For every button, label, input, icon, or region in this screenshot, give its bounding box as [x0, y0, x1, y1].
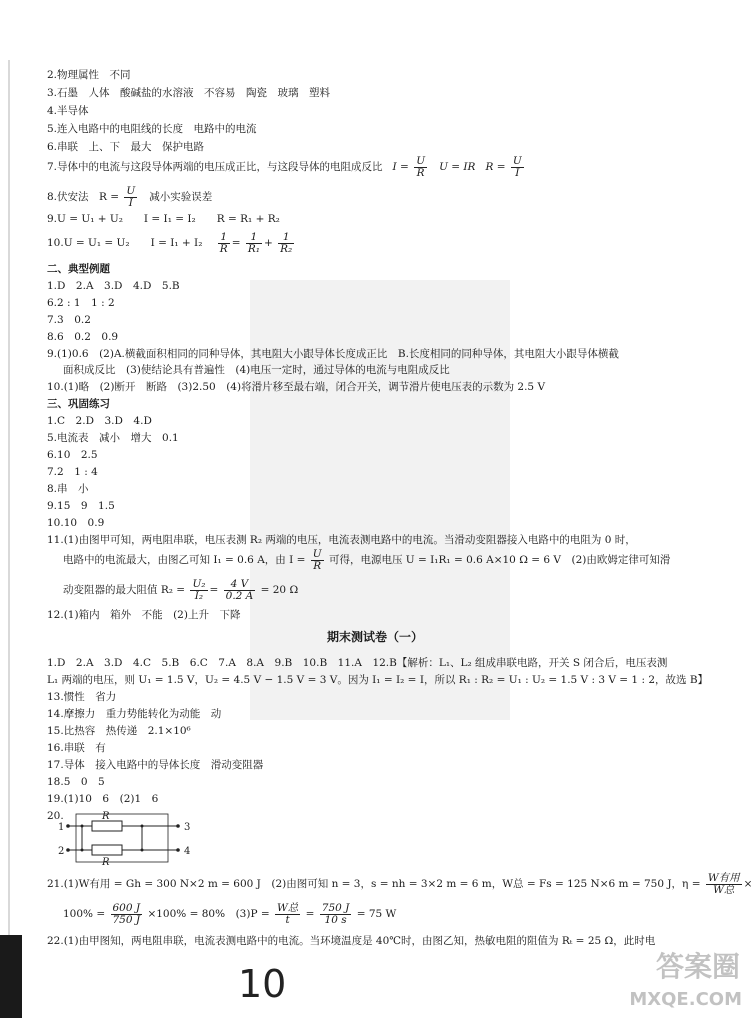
answer-6: 6.串联 上、下 最大 保护电路 [47, 141, 205, 153]
answer-5: 5.连入电路中的电阻线的长度 电路中的电流 [47, 123, 257, 135]
s3-answer-6: 6.10 2.5 [47, 449, 98, 461]
fraction: $\frac{\text{W有用}}{\text{W总}}$ [707, 871, 740, 896]
fraction: $\frac{750 J}{10 s}$ [321, 901, 350, 926]
fraction: $\frac{\text{W总}}{t}$ [276, 901, 299, 926]
site-watermark [620, 945, 750, 1018]
fraction: $\frac{1}{R}$ [219, 230, 228, 255]
answer-8 [47, 182, 212, 212]
exam-answer-13: 13.惯性 省力 [47, 691, 117, 703]
page-corner-shadow [0, 935, 22, 1018]
exam-answer-16: 16.串联 有 [47, 742, 106, 754]
exam-answer-19: 19.(1)10 6 (2)1 6 [47, 793, 159, 805]
answer-10-a: 10.U = U₁ = U₂ I = I₁ + I₂ [47, 237, 203, 249]
resistor-1-label: R [102, 811, 110, 822]
s3-answer-11a: 11.(1)由图甲可知，两电阻串联，电压表测 R₂ 两端的电压，电流表测电路中的电流。当滑动变阻器接入电路中的电阻为 0 时， [47, 534, 636, 546]
answer-7 [47, 152, 526, 182]
fraction: $\frac{\text{U₂}}{\text{I₂}}$ [192, 577, 206, 602]
fraction: $\frac{1}{\text{R₂}}$ [280, 230, 293, 255]
exam-answer-14: 14.摩擦力 重力势能转化为动能 动 [47, 708, 222, 720]
fraction: $\frac{600 J}{750 J}$ [112, 901, 141, 926]
answer-3: 3.石墨 人体 酸碱盐的水溶液 不容易 陶瓷 玻璃 塑料 [47, 87, 331, 99]
s3-11c-post: = 20 Ω [260, 584, 299, 596]
s3-11b-post: 可得，电源电压 U = I₁R₁ = 0.6 A×10 Ω = 6 V (2)由欧姆定律可知滑 [328, 554, 671, 566]
fraction: $\frac{4 V}{0.2 A}$ [225, 577, 254, 602]
s3-answer-11c: 动变阻器的最大阻值 R₂ = $\frac{\text{U₂}}{\text{I₂}}$ = $\frac{4 V}{0.2 A}$ = 20 Ω [63, 577, 299, 602]
s3-answer-12: 12.(1)箱内 箱外 不能 (2)上升 下降 [47, 609, 241, 621]
s2-answer-9b: 面积成反比 (3)使结论具有普遍性 (4)电压一定时，通过导体的电流与电阻成反比 [63, 364, 450, 376]
answer-8-b: 减小实验误差 [149, 191, 213, 203]
s2-answer-8: 8.6 0.2 0.9 [47, 331, 119, 343]
exam-answer-1-12: 1.D 2.A 3.D 4.C 5.B 6.C 7.A 8.A 9.B 10.B 11.A 12.B【解析：L₁、L₂ 组成串联电路，开关 S 闭合后，电压表测 [47, 657, 668, 669]
watermark-url: MXQE.COM [629, 989, 742, 1010]
s3-11c-pre: 动变阻器的最大阻值 R₂ = [63, 584, 186, 596]
eq-ohm-3-left: R = [485, 161, 506, 173]
resistor-2-label: R [102, 857, 110, 868]
exam-21b-pre: 100% = [63, 908, 106, 920]
exam-21b-eq: = [305, 908, 315, 920]
terminal-2-label: 2 [58, 846, 65, 857]
exam-answer-22: 22.(1)由甲图知，两电阻串联，电流表测电路中的电流。当环境温度是 40℃时，由图乙知，热敏电阻的阻值为 Rₜ = 25 Ω，此时电 [47, 935, 656, 947]
exam-21b-mid: ×100% = 80% (3)P = [147, 908, 270, 920]
section-2-heading: 二、典型例题 [47, 263, 110, 275]
section-3-heading: 三、巩固练习 [47, 398, 110, 410]
terminal-3-label: 3 [184, 822, 191, 833]
s2-answer-1: 1.D 2.A 3.D 4.D 5.B [47, 280, 180, 292]
answer-4: 4.半导体 [47, 105, 89, 117]
eq-ohm-2: U = IR [439, 161, 476, 173]
s3-answer-11b [63, 546, 670, 574]
exam-21a-post: × [743, 878, 752, 890]
s2-answer-10: 10.(1)略 (2)断开 断路 (3)2.50 (4)将滑片移至最右端，闭合开关，调节滑片使电压表的示数为 2.5 V [47, 381, 546, 393]
answer-10: 10.U = U₁ = U₂ I = I₁ + I₂ $\frac{1}{R}$ = $\frac{1}{\text{R₁}}$ + $\frac{1}{\text{R₂}}$ [47, 230, 293, 255]
answer-8-a: 8.伏安法 R = [47, 191, 120, 203]
s3-11b-pre: 电路中的电流最大，由图乙可知 I₁ = 0.6 A，由 I = [63, 554, 306, 566]
circuit-diagram [58, 812, 208, 868]
s3-answer-8: 8.串 小 [47, 483, 89, 495]
exam-21b-post: = 75 W [356, 908, 397, 920]
fraction: $\frac{U}{R}$ [312, 547, 322, 572]
answer-7-text: 7.导体中的电流与这段导体两端的电压成正比，与这段导体的电阻成反比 [47, 161, 383, 173]
binding-margin-line [8, 60, 10, 1018]
exam-title: 期末测试卷（一） [326, 630, 423, 644]
fraction: $\frac{U}{I}$ [126, 184, 136, 209]
s3-answer-1: 1.C 2.D 3.D 4.D [47, 415, 152, 427]
terminal-4-label: 4 [184, 846, 191, 857]
s3-answer-9: 9.15 9 1.5 [47, 500, 115, 512]
handwritten-page-number: 10 [238, 962, 287, 1006]
s3-answer-10: 10.10 0.9 [47, 517, 105, 529]
exam-answer-18: 18.5 0 5 [47, 776, 105, 788]
s3-answer-7: 7.2 1 : 4 [47, 466, 98, 478]
exam-answer-21b [63, 900, 396, 928]
exam-answer-20: 20. [47, 810, 64, 822]
s2-answer-7: 7.3 0.2 [47, 314, 91, 326]
fraction: $\frac{U}{I}$ [512, 154, 522, 179]
exam-answer-12-explain: L₁ 两端的电压，则 U₁ = 1.5 V，U₂ = 4.5 V − 1.5 V = 3 V。因为 I₁ = I₂ = I，所以 R₁ : R₂ = U₁ : U₂ = 1.5 V : 3 V = 1 : 2，故选 B】 [47, 674, 709, 686]
eq-ohm-left: I = [392, 161, 409, 173]
watermark-logo-text: 答案圈 [655, 950, 740, 983]
exam-answer-15: 15.比热容 热传递 2.1×10⁶ [47, 725, 191, 737]
s2-answer-9a: 9.(1)0.6 (2)A.横截面积相同的同种导体，其电阻大小跟导体长度成正比 B.长度相同的同种导体，其电阻大小跟导体横截 [47, 348, 619, 360]
exam-answer-21a [47, 870, 752, 898]
fraction: $\frac{U}{R}$ [416, 154, 426, 179]
answer-9: 9.U = U₁ + U₂ I = I₁ = I₂ R = R₁ + R₂ [47, 213, 280, 225]
fraction: $\frac{1}{\text{R₁}}$ [247, 230, 260, 255]
answer-2: 2.物理属性 不同 [47, 69, 131, 81]
exam-21a-text: 21.(1)W有用 = Gh = 300 N×2 m = 600 J (2)由图可知 n = 3，s = nh = 3×2 m = 6 m，W总 = Fs = 125 N×6 m = 750 J，η = [47, 878, 701, 890]
exam-answer-17: 17.导体 接入电路中的导体长度 滑动变阻器 [47, 759, 264, 771]
terminal-1-label: 1 [58, 822, 65, 833]
s2-answer-6: 6.2 : 1 1 : 2 [47, 297, 115, 309]
s3-answer-5: 5.电流表 减小 增大 0.1 [47, 432, 179, 444]
